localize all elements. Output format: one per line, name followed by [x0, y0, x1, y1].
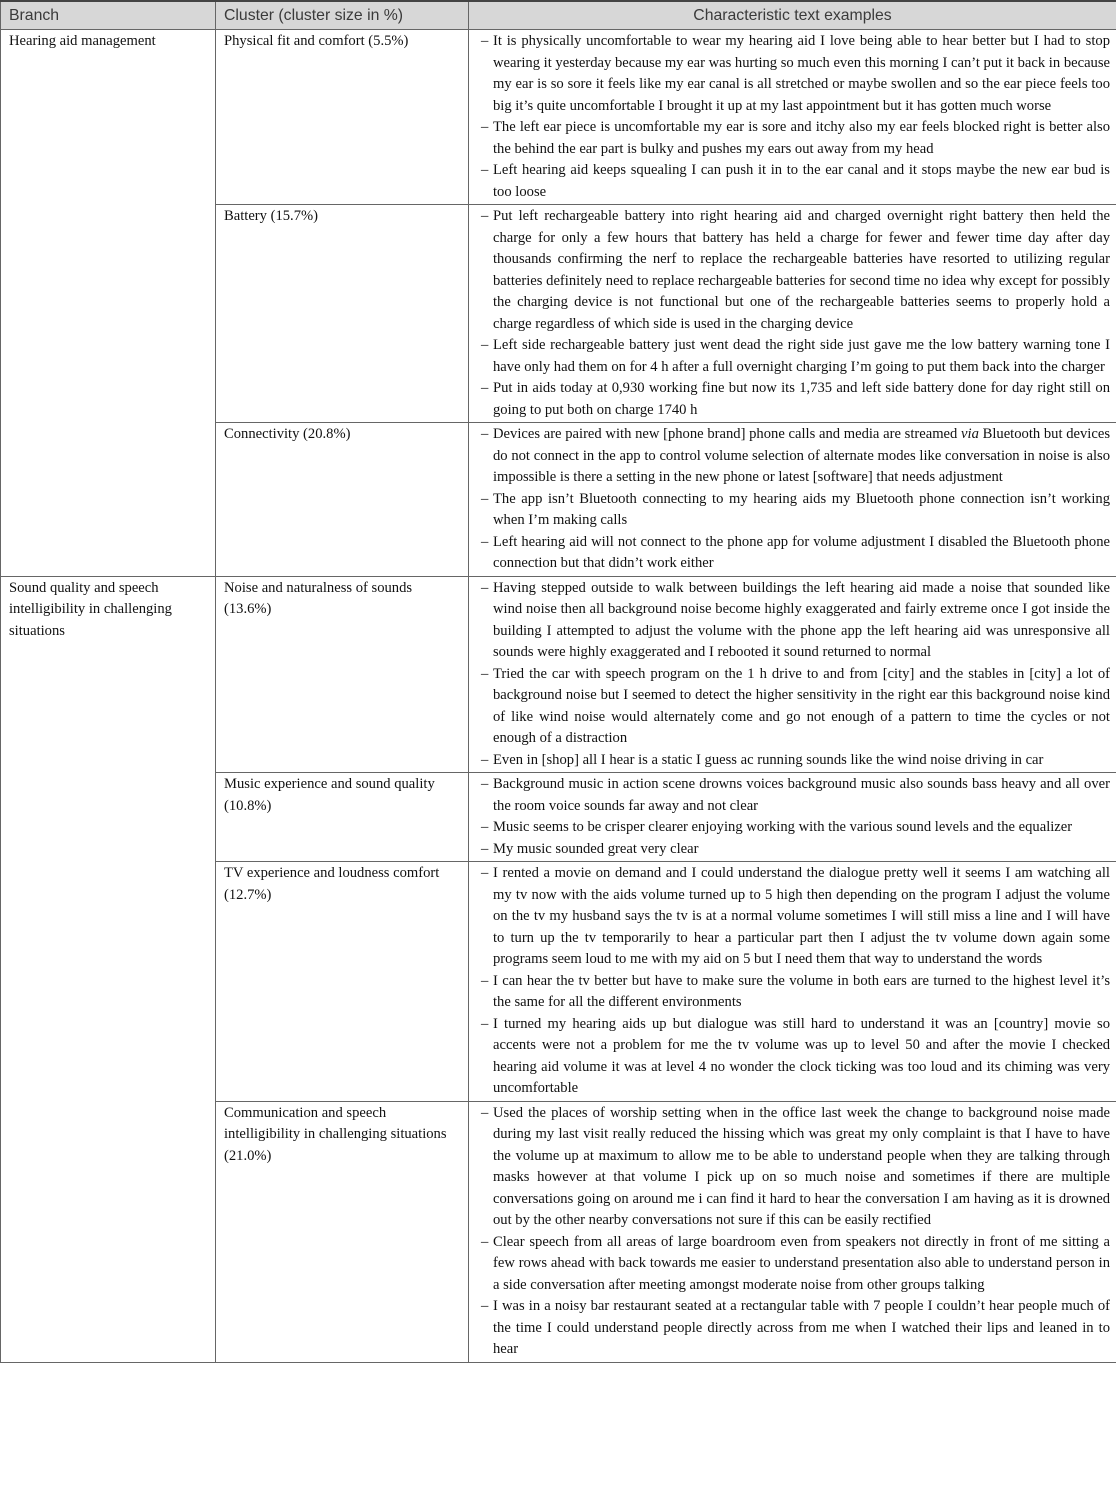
branch-cell: Sound quality and speech intelligibility in challenging situations	[1, 576, 216, 1362]
example-item: – Devices are paired with new [phone brand] phone calls and media are streamed via Bluetooth but devices do not connect in the app to control volume selection of alternate modes like conversation in noise is also impossible is there a setting in the new phone or latest [software] that needs adjustment	[481, 426, 1110, 485]
example-item: – Left hearing aid keeps squealing I can push it in to the ear canal and it stops maybe the new ear bud is too loose	[481, 162, 1110, 200]
cluster-cell: Physical fit and comfort (5.5%)	[216, 30, 469, 205]
example-item: – Music seems to be crisper clearer enjoying working with the various sound levels and the equalizer	[481, 819, 1073, 835]
example-item: – I can hear the tv better but have to make sure the volume in both ears are turned to the highest level it’s the same for all the different environments	[481, 972, 1110, 1010]
branch-cell: Hearing aid management	[1, 30, 216, 577]
example-item: – Having stepped outside to walk between buildings the left hearing aid made a noise that sounded like wind noise then all background noise become highly exaggerated and fairly extreme once I got inside the building I attempted to adjust the volume with the phone app the left hearing aid was unresponsive all sounds were highly exaggerated and I rebooted it sound returned to normal	[481, 579, 1110, 660]
cluster-cell: Communication and speech intelligibility in challenging situations (21.0%)	[216, 1101, 469, 1362]
cluster-cell: Battery (15.7%)	[216, 205, 469, 423]
examples-cell	[469, 423, 1116, 577]
examples-cell	[469, 1101, 1116, 1362]
cluster-cell: Noise and naturalness of sounds (13.6%)	[216, 576, 469, 773]
examples-cell	[469, 30, 1116, 205]
table-row	[1, 576, 1116, 773]
example-item: – Left side rechargeable battery just went dead the right side just gave me the low battery warning tone I have only had them on for 4 h after a full overnight charging I’m going to put them back into the charger	[481, 337, 1110, 375]
header-cluster: Cluster (cluster size in %)	[216, 1, 469, 30]
cluster-cell: Music experience and sound quality (10.8%)	[216, 773, 469, 862]
example-with-italic: Devices are paired with new [phone brand] phone calls and media are streamed via Bluetooth but devices do not connect in the app to control volume selection of alternate modes like conversation in noise is also impossible is there a setting in the new phone or latest [software] that needs adjustment	[493, 426, 1110, 485]
example-item: – Left hearing aid will not connect to the phone app for volume adjustment I disabled the Bluetooth phone connection but that didn’t work either	[481, 533, 1110, 571]
table-row	[1, 30, 1116, 205]
example-item: – I was in a noisy bar restaurant seated at a rectangular table with 7 people I couldn’t hear people much of the time I could understand people directly across from me when I watched their lips and leaned in to hear	[481, 1298, 1110, 1357]
example-item: – I rented a movie on demand and I could understand the dialogue pretty well it seems I am watching all my tv now with the aids volume turned up to 5 high then depending on the program I adjust the volume on the tv my husband says the tv is at a normal volume sometimes I will still miss a line and I will have to turn up the tv temporarily to hear a particular part then I adjust the tv volume down again some programs seem loud to me with my aid on 5 but I need them that way to understand the words	[481, 865, 1110, 967]
example-item: – I turned my hearing aids up but dialogue was still hard to understand it was an [country] movie so accents were not a problem for me the tv volume was up to level 50 and after the movie I checked hearing aid volume it was at level 4 no wonder the clock ticking was too loud and its chiming was very uncomfortable	[481, 1015, 1110, 1096]
cluster-cell: Connectivity (20.8%)	[216, 423, 469, 577]
example-item: – The left ear piece is uncomfortable my ear is sore and itchy also my ear feels blocked right is better also the behind the ear part is bulky and pushes my ears out away from my head	[481, 119, 1110, 157]
example-item: – Clear speech from all areas of large boardroom even from speakers not directly in front of me sitting a few rows ahead with back towards me easier to understand presentation also able to understand person in a side conversation after meeting amongst moderate noise from other groups talking	[481, 1233, 1110, 1293]
example-item: – Even in [shop] all I hear is a static I guess ac running sounds like the wind noise driving in car	[481, 751, 1044, 768]
examples-cell	[469, 576, 1116, 773]
example-item: – It is physically uncomfortable to wear my hearing aid I love being able to hear better but I had to stop wearing it yesterday because my ear was hurting so much even this morning I can’t put it back in because my ear is so sore it feels like my ear canal is all stretched or maybe swollen and so the ear piece feels too big it’s quite uncomfortable I brought it up at my last appointment but it has gotten much worse	[481, 33, 1110, 114]
header-examples: Characteristic text examples	[469, 1, 1116, 30]
examples-cell	[469, 773, 1116, 862]
examples-cell	[469, 205, 1116, 423]
example-item: – My music sounded great very clear	[481, 840, 699, 857]
cluster-cell: TV experience and loudness comfort (12.7%)	[216, 862, 469, 1102]
example-item: – Tried the car with speech program on the 1 h drive to and from [city] and the stables in [city] a lot of background noise but I seemed to detect the higher sensitivity in the right ear this background noise kind of like wind noise would alternately come and go not enough of a pattern to time the cycles or not enough of a distraction	[481, 665, 1110, 746]
example-item: – Used the places of worship setting when in the office last week the change to background noise made during my last visit really reduced the hissing which was great my only complaint is that I have to have the volume up at maximum to allow me to be able to understand people when they are talking through masks however at that volume I pick up on so much noise and sometimes if there are multiple conversations going on around me i can find it hard to hear the conversation I am having as it is drowned out by the other nearby conversations not sure if this can be easily rectified	[481, 1104, 1110, 1228]
example-item: – Put in aids today at 0,930 working fine but now its 1,735 and left side battery done for day right still on going to put both on charge 1740 h	[481, 380, 1110, 418]
header-row	[1, 1, 1116, 30]
examples-cell	[469, 862, 1116, 1102]
example-item: – Background music in action scene drowns voices background music also sounds bass heavy and all over the room voice sounds far away and not clear	[481, 776, 1110, 814]
example-item: – The app isn’t Bluetooth connecting to my hearing aids my Bluetooth phone connection isn’t working when I’m making calls	[481, 490, 1110, 528]
header-branch: Branch	[1, 1, 216, 30]
example-item: – Put left rechargeable battery into right hearing aid and charged overnight right battery then held the charge for only a few hours that battery has held a charge for fewer and fewer time day after day thousands confirming the nerf to replace the rechargeable batteries have resorted to utilizing regular batteries definitely need to replace rechargeable batteries for second time no idea why except for possibly the charging device is not functional but one of the rechargeable batteries seems to properly hold a charge regardless of which side is used in the charging device	[481, 208, 1110, 332]
